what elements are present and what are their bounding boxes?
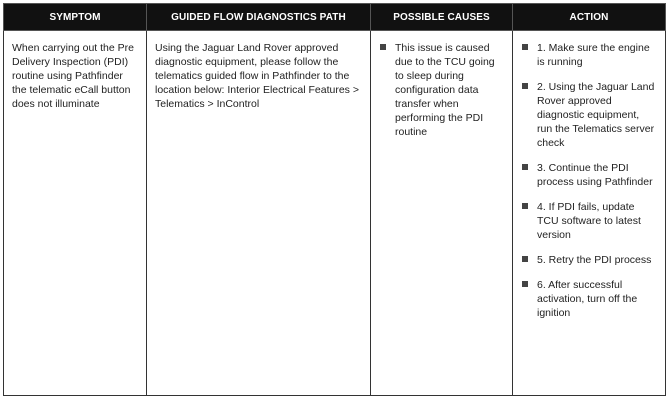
cause-item xyxy=(379,41,504,139)
header-row xyxy=(4,4,666,31)
action-text: 2. Using the Jaguar Land Rover approved diagnostic equipment, run the Telematics server check xyxy=(537,81,655,149)
header-symptom: SYMPTOM xyxy=(4,4,147,31)
header-action: ACTION xyxy=(513,4,666,31)
square-bullet-icon xyxy=(522,203,528,209)
square-bullet-icon xyxy=(522,164,528,170)
action-text: 6. After successful activation, turn off the ignition xyxy=(537,279,638,319)
header-possible-causes: POSSIBLE CAUSES xyxy=(371,4,513,31)
action-cell xyxy=(513,31,666,396)
square-bullet-icon xyxy=(380,44,386,50)
square-bullet-icon xyxy=(522,83,528,89)
action-item xyxy=(521,200,657,242)
action-item xyxy=(521,161,657,189)
action-text: 4. If PDI fails, update TCU software to latest version xyxy=(537,201,641,241)
square-bullet-icon xyxy=(522,44,528,50)
causes-list xyxy=(379,41,504,139)
table-row xyxy=(4,31,666,396)
diagnostics-table xyxy=(3,3,666,396)
square-bullet-icon xyxy=(522,256,528,262)
cause-text: This issue is caused due to the TCU going to sleep during configuration data transfer when performing the PDI routine xyxy=(395,42,495,138)
possible-causes-cell xyxy=(371,31,513,396)
action-item xyxy=(521,253,657,267)
action-list xyxy=(521,41,657,320)
symptom-cell: When carrying out the Pre Delivery Inspection (PDI) routine using Pathfinder the telematic eCall button does not illuminate xyxy=(4,31,147,396)
header-guided-flow: GUIDED FLOW DIAGNOSTICS PATH xyxy=(147,4,371,31)
action-text: 1. Make sure the engine is running xyxy=(537,42,650,68)
action-item xyxy=(521,278,657,320)
action-text: 3. Continue the PDI process using Pathfinder xyxy=(537,162,653,188)
square-bullet-icon xyxy=(522,281,528,287)
action-text: 5. Retry the PDI process xyxy=(537,254,652,266)
action-item xyxy=(521,41,657,69)
action-item xyxy=(521,80,657,150)
guided-flow-cell: Using the Jaguar Land Rover approved diagnostic equipment, please follow the telematics guided flow in Pathfinder to the location below: Interior Electrical Features > Telematics > InControl xyxy=(147,31,371,396)
